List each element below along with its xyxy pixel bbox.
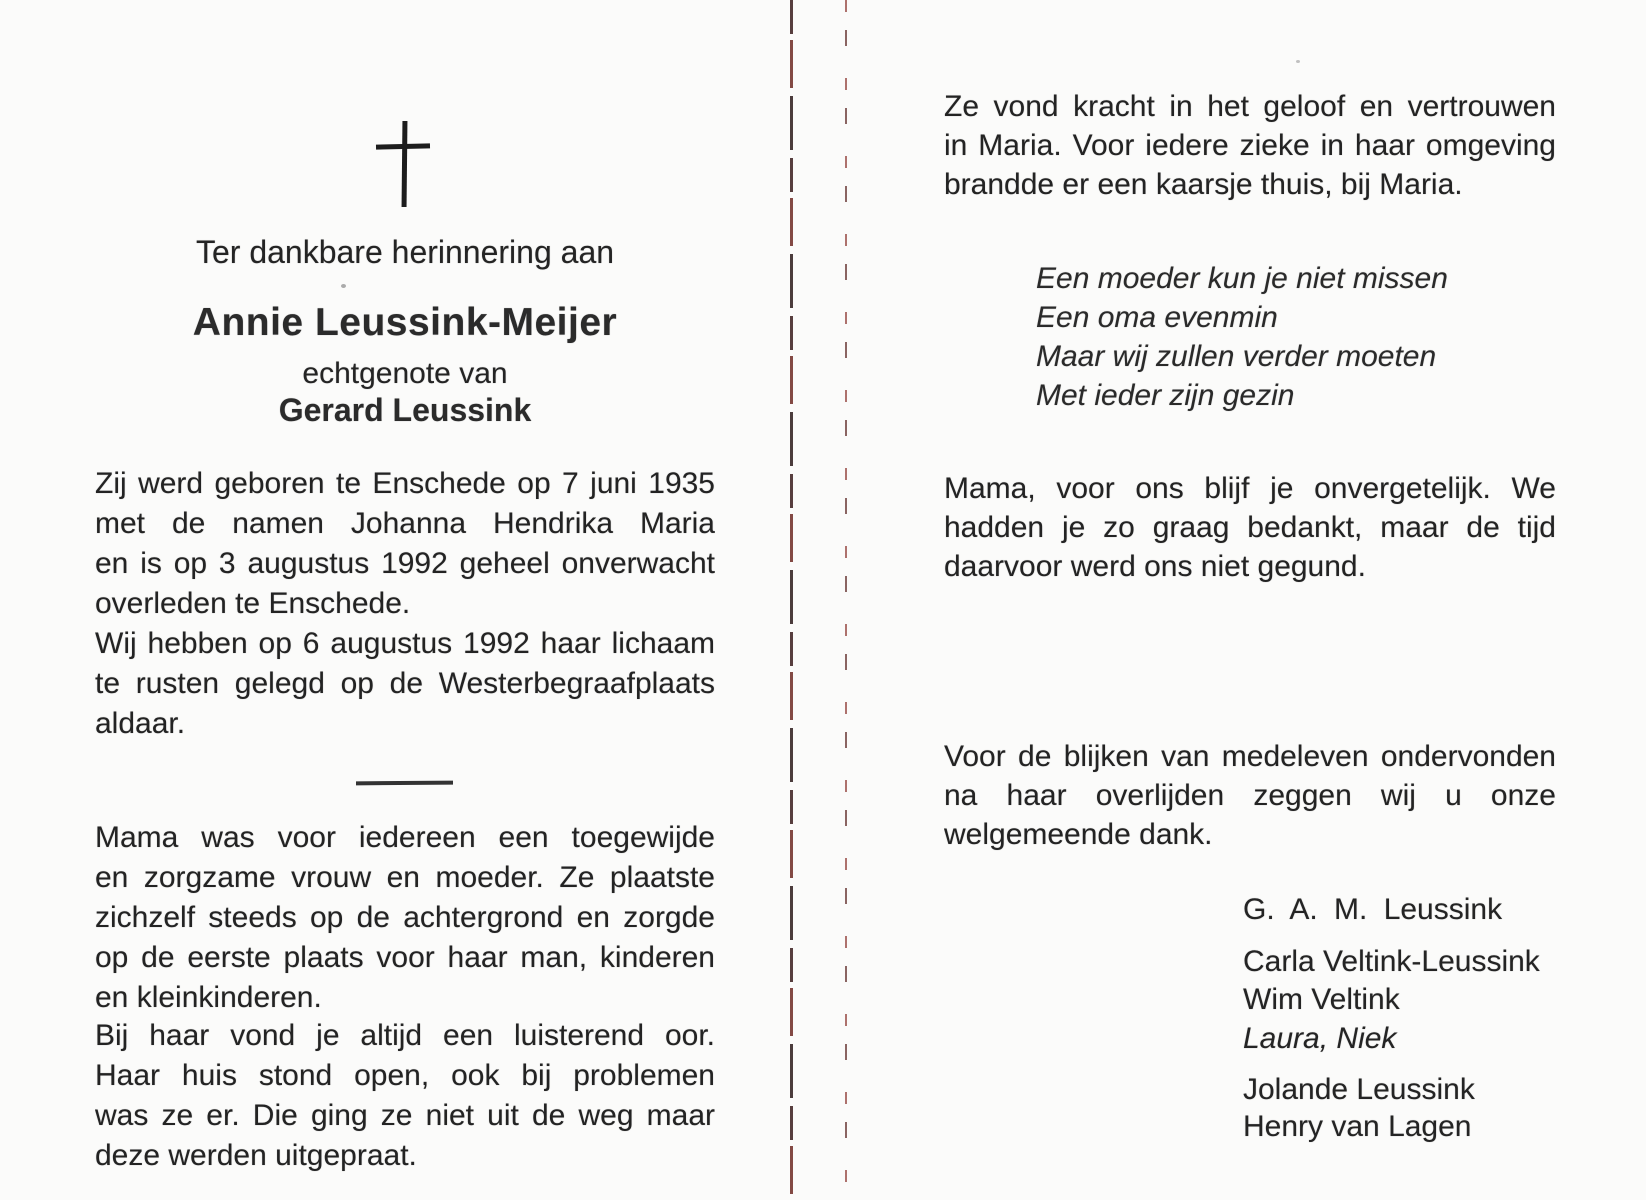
text-line: en kleinkinderen. [95, 981, 322, 1014]
text-line: Mama, voor ons blijf je onvergetelijk. We [944, 472, 1556, 505]
intro-line: Ter dankbare herinnering aan [195, 234, 615, 270]
poem [1036, 259, 1448, 415]
poem-line: Maar wij zullen verder moeten [1036, 340, 1437, 373]
deceased-name: Annie Leussink-Meijer [192, 301, 618, 344]
text-line: Zij werd geboren te Enschede op 7 juni 1935 [95, 467, 715, 500]
birth-paragraph [95, 464, 715, 624]
fold-line-left [790, 0, 793, 1200]
text-line: brandde er een kaarsje thuis, bij Maria. [944, 168, 1463, 201]
signature-husband: G. A. M. Leussink [1243, 893, 1503, 926]
poem-line: Met ieder zijn gezin [1036, 379, 1295, 412]
signature-daughter: Carla Veltink-Leussink [1243, 945, 1540, 978]
text-line: Haar huis stond open, ook bij problemen [95, 1059, 715, 1092]
text-line: Voor de blijken van medeleven ondervonden [944, 740, 1556, 773]
unforgettable-paragraph [944, 469, 1556, 586]
text-line: met de namen Johanna Hendrika Maria [95, 507, 715, 540]
listening-paragraph [95, 1016, 715, 1176]
signature-daughter-2: Jolande Leussink [1243, 1073, 1475, 1106]
text-line: was ze er. Die ging ze niet uit de weg maar [95, 1099, 715, 1132]
text-line: en zorgzame vrouw en moeder. Ze plaatste [95, 861, 715, 894]
signature-partner: Henry van Lagen [1243, 1110, 1472, 1143]
scan-speck [341, 284, 346, 288]
text-line: Bij haar vond je altijd een luisterend oor. [95, 1019, 715, 1052]
scan-speck [1296, 60, 1300, 63]
text-line: in Maria. Voor iedere zieke in haar omgeving [944, 129, 1556, 162]
text-line: Ze vond kracht in het geloof en vertrouwen [944, 90, 1556, 123]
text-line: te rusten gelegd op de Westerbegraafplaats [95, 667, 715, 700]
text-line: overleden te Enschede. [95, 587, 411, 620]
faith-paragraph [944, 87, 1556, 204]
text-line: op de eerste plaats voor haar man, kinderen [95, 941, 715, 974]
poem-line: Een oma evenmin [1036, 301, 1278, 334]
relation-line: echtgenote van [302, 357, 508, 390]
text-line: na haar overlijden zeggen wij u onze [944, 779, 1556, 812]
signature-grandchildren: Laura, Niek [1243, 1022, 1397, 1055]
cross-horizontal-bar [376, 143, 430, 149]
divider-rule [356, 781, 453, 786]
text-line: deze werden uitgepraat. [95, 1139, 417, 1172]
spouse-name: Gerard Leussink [278, 392, 532, 428]
text-line: daarvoor werd ons niet gegund. [944, 550, 1366, 583]
text-line: en is op 3 augustus 1992 geheel onverwacht [95, 547, 715, 580]
text-line: zichzelf steeds op de achtergrond en zorgde [95, 901, 715, 934]
text-line: Mama was voor iedereen een toegewijde [95, 821, 715, 854]
signature-son-in-law: Wim Veltink [1243, 983, 1400, 1016]
text-line: welgemeende dank. [944, 818, 1213, 851]
fold-line-right [845, 0, 847, 1200]
thanks-paragraph [944, 737, 1556, 854]
text-line: Wij hebben op 6 augustus 1992 haar lichaam [95, 627, 715, 660]
burial-paragraph [95, 624, 715, 744]
poem-line: Een moeder kun je niet missen [1036, 262, 1448, 295]
cross-icon [376, 118, 432, 210]
tribute-paragraph [95, 818, 715, 1018]
cross-vertical-bar [402, 121, 408, 207]
text-line: aldaar. [95, 707, 186, 740]
text-line: hadden je zo graag bedankt, maar de tijd [944, 511, 1556, 544]
